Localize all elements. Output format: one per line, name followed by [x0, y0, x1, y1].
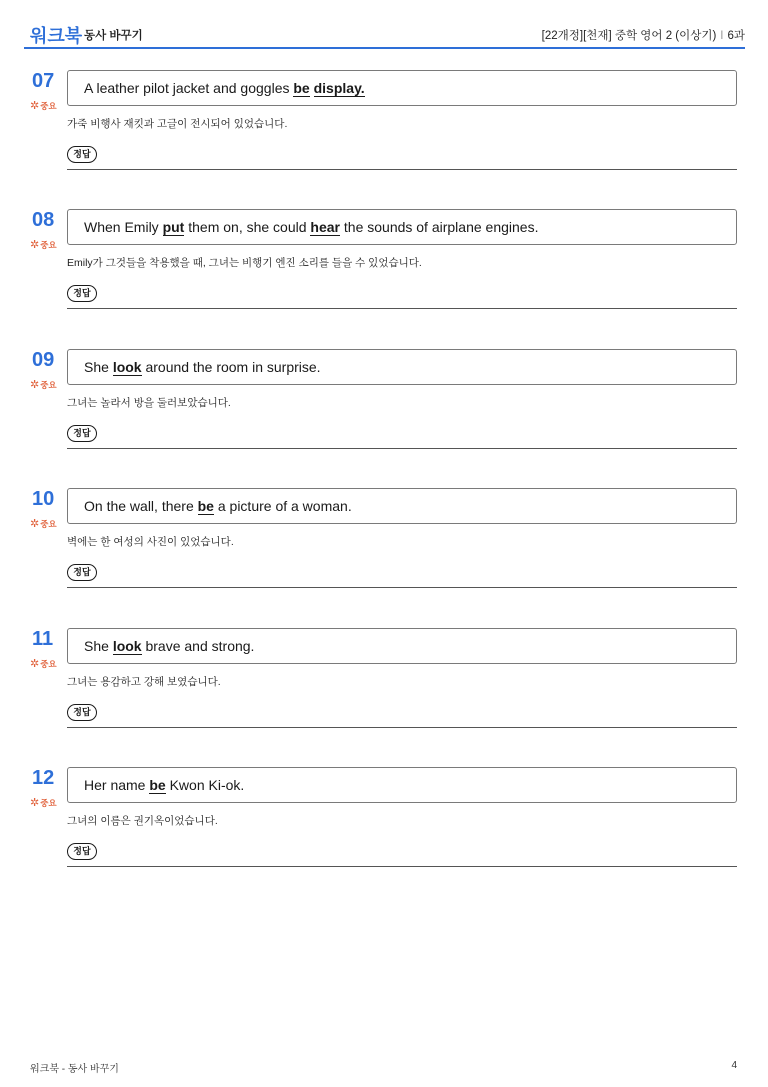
- translation: 그녀는 놀라서 방을 둘러보았습니다.: [67, 397, 231, 409]
- translation: 그녀는 용감하고 강해 보였습니다.: [67, 676, 221, 688]
- verb-blank: look: [112, 359, 142, 375]
- page-header: [30, 22, 745, 48]
- importance-badge: ✲중요: [30, 379, 57, 391]
- verb-blank: be: [149, 777, 166, 793]
- star-icon: ✲: [30, 658, 40, 670]
- verb-blank: hear: [310, 219, 340, 235]
- question-item: [0, 70, 768, 190]
- importance-badge: ✲중요: [30, 518, 57, 530]
- verb-blank: be: [197, 498, 214, 514]
- translation: 그녀의 이름은 권기옥이었습니다.: [67, 815, 218, 827]
- page-number: 4: [731, 1060, 737, 1071]
- verb-blank: look: [112, 638, 142, 654]
- question-number: 09: [32, 349, 55, 371]
- question-sentence: When Emily put them on, she could hear the sounds of airplane engines.: [67, 209, 737, 245]
- header-divider: [24, 47, 745, 49]
- verb-blank: be: [293, 80, 310, 96]
- item-divider: [67, 448, 737, 449]
- star-icon: ✲: [30, 239, 40, 251]
- question-number: 10: [32, 488, 55, 510]
- question-number: 07: [32, 70, 55, 92]
- item-divider: [67, 169, 737, 170]
- question-number: 11: [32, 628, 54, 650]
- footer-title: 워크북 - 동사 바꾸기: [30, 1064, 119, 1075]
- importance-badge: ✲중요: [30, 658, 57, 670]
- answer-button[interactable]: 정답: [67, 425, 97, 442]
- answer-button[interactable]: 정답: [67, 146, 97, 163]
- star-icon: ✲: [30, 518, 40, 530]
- star-icon: ✲: [30, 797, 40, 809]
- question-sentence: She look brave and strong.: [67, 628, 737, 664]
- question-sentence: A leather pilot jacket and goggles be display.: [67, 70, 737, 106]
- translation: 벽에는 한 여성의 사진이 있었습니다.: [67, 536, 234, 548]
- question-item: [0, 767, 768, 887]
- item-divider: [67, 308, 737, 309]
- importance-badge: ✲중요: [30, 797, 57, 809]
- importance-badge: ✲중요: [30, 239, 57, 251]
- question-number: 12: [32, 767, 55, 789]
- item-divider: [67, 587, 737, 588]
- verb-blank: display.: [313, 80, 365, 96]
- brand-title: 워크북: [30, 26, 83, 46]
- question-item: [0, 349, 768, 469]
- question-sentence: She look around the room in surprise.: [67, 349, 737, 385]
- section-subtitle: 동사 바꾸기: [84, 30, 143, 42]
- star-icon: ✲: [30, 379, 40, 391]
- answer-button[interactable]: 정답: [67, 285, 97, 302]
- translation: 가죽 비행사 재킷과 고글이 전시되어 있었습니다.: [67, 118, 288, 130]
- answer-button[interactable]: 정답: [67, 704, 97, 721]
- lesson-label: 6과: [727, 30, 745, 42]
- importance-badge: ✲중요: [30, 100, 57, 112]
- question-sentence: Her name be Kwon Ki-ok.: [67, 767, 737, 803]
- question-item: [0, 488, 768, 608]
- star-icon: ✲: [30, 100, 40, 112]
- question-number: 08: [32, 209, 55, 231]
- separator: I: [720, 30, 724, 42]
- item-divider: [67, 866, 737, 867]
- translation: Emily가 그것들을 착용했을 때, 그녀는 비행기 엔진 소리를 들을 수 있었습니다.: [67, 257, 422, 269]
- course-info: [542, 27, 745, 43]
- course-name: [22개정][천재] 중학 영어 2 (이상기): [541, 30, 717, 42]
- question-item: [0, 628, 768, 748]
- answer-button[interactable]: 정답: [67, 843, 97, 860]
- question-item: [0, 209, 768, 329]
- item-divider: [67, 727, 737, 728]
- question-sentence: On the wall, there be a picture of a woman.: [67, 488, 737, 524]
- answer-button[interactable]: 정답: [67, 564, 97, 581]
- verb-blank: put: [162, 219, 185, 235]
